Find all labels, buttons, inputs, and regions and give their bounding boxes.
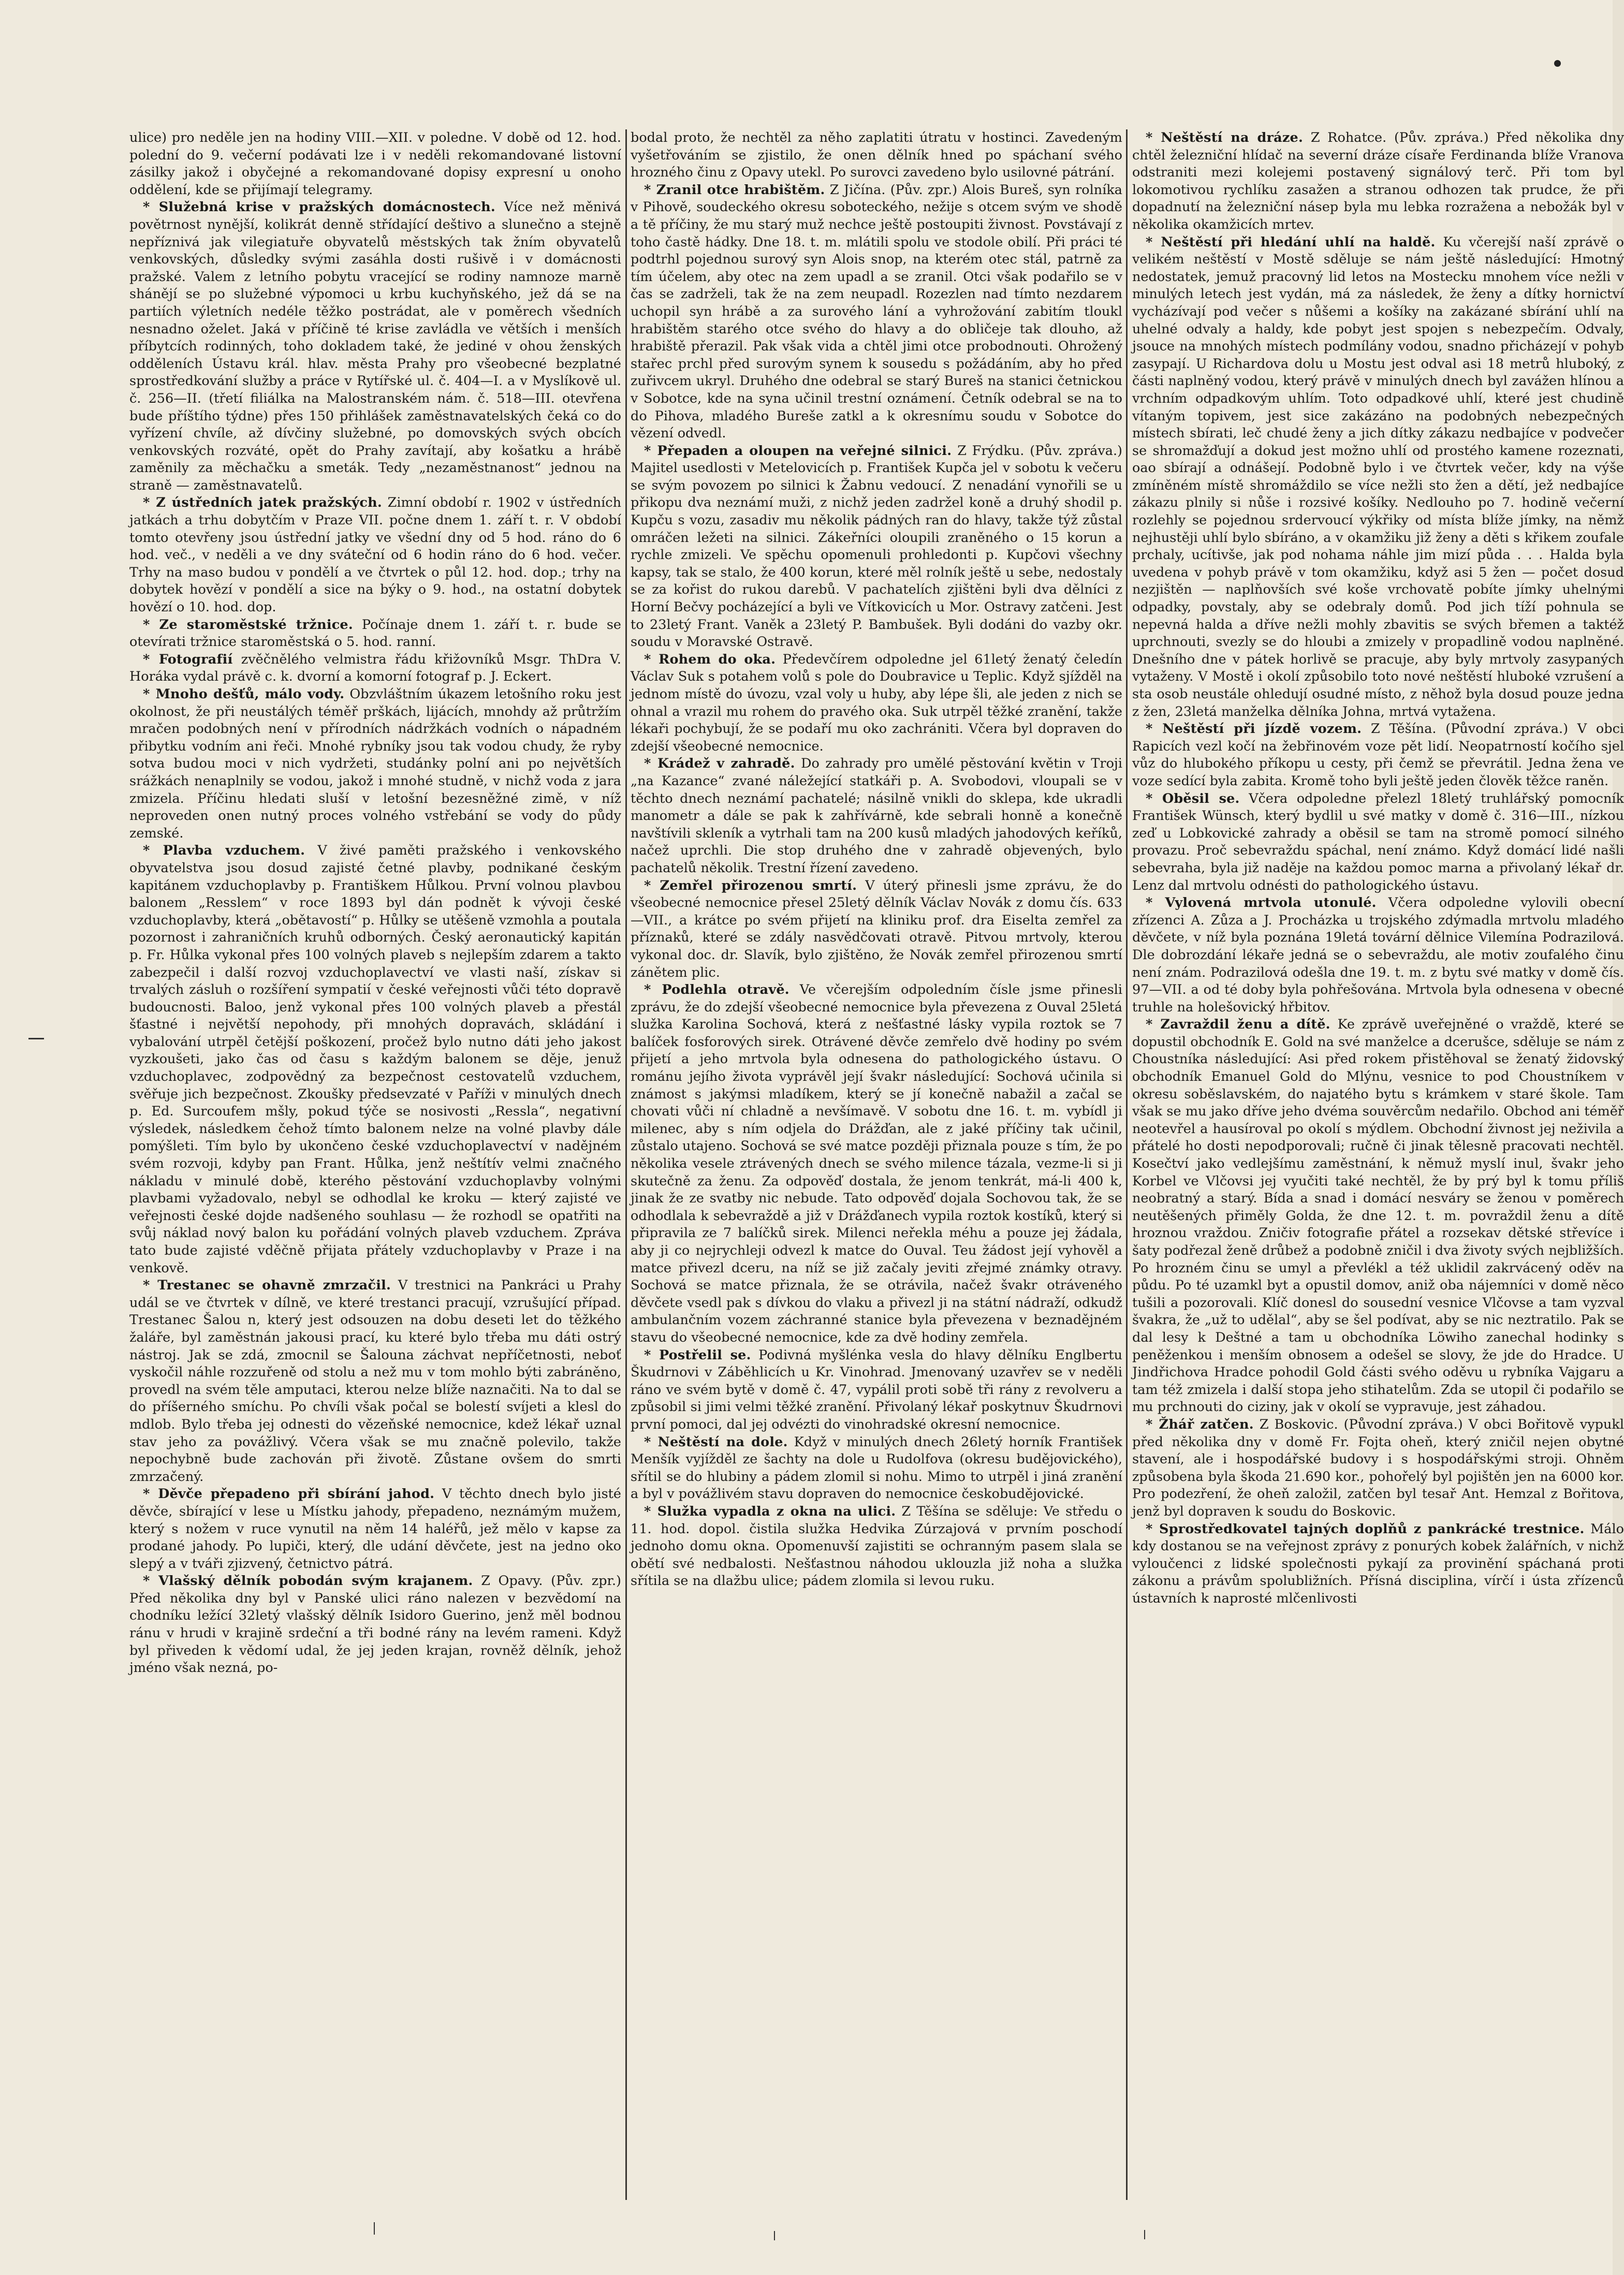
column-rule-left [625,129,627,2200]
article-text: Z Opavy. (Pův. zpr.) Před několika dny byl v Panské ulici ráno nalezen v bezvědomí na chodníku ležící 32letý vlašský dělník Isidoro Guerino, jenž měl bodnou ránu v hrudi v krajině srdeční a tři bodné rány na levém rameni. Když byl přiveden k vědomí udal, že jej jeden krajan, rovněž dělník, jehož jméno však nezná, po- [129,1573,621,1676]
article-paragraph [1132,129,1624,234]
bottom-tick-mark [374,2222,375,2235]
article-paragraph [129,199,621,494]
article-text: Obzvláštním úkazem letošního roku jest okolnost, že při neustálých téměř prškách, lijácích, mnohdy až průtržím mračen podobných není v přírodních nádržkách vodních o nápadném přibytku vodním ani řeči. Mnohé rybníky jsou tak vodou chudy, že ryby sotva budou moci v nich vydržeti, studánky polní ani po největších srážkách nenaplnily se vodou, jakož i mnohé studně, v nichž voda z jara zmizela. Příčinu hledati sluší v letošní bezesněžné zimě, v níž neproveden onen nutný proces volného vstřebání se vody do půdy zemské. [129,686,621,841]
article-text: Podivná myšlénka vesla do hlavy dělníku Englbertu Škudrnovi v Záběhlicích u Kr. Vinohrad. Jmenovaný uzavřev se v neděli ráno ve svém bytě v domě č. 47, vypálil proti sobě tři rány z revolveru a způsobil si jimi velmi těžké zranění. Přivolaný lékař poskytnuv Škudrnovi první pomoci, dal jej odvézti do vinohradské okresní nemocnice. [631,1347,1123,1432]
article-paragraph [129,1573,621,1677]
article-paragraph [1132,1016,1624,1416]
article-headline: * Ze staroměstské tržnice. [143,617,353,633]
page-dot-mark [1554,60,1561,67]
article-paragraph [1132,894,1624,1016]
article-text: Předevčírem odpoledne jel 61letý ženatý čeledín Václav Suk s potahem volů s pole do Doubravice u Teplic. Když sjížděl na jednom místě do úvozu, vzal voly u huby, aby lépe šli, ale jeden z nich se ohnal a vrazil mu rohem do pravého oka. Suk utrpěl těžké zranění, takže lékaři pochybují, že se podaří mu oko zachrániti. Včera byl dopraven do zdejší všeobecné nemocnice. [631,651,1122,754]
article-text: Z Frýdku. (Pův. zpráva.) Majitel usedlosti v Metelovicích p. František Kupča jel v sobotu k večeru se svým povozem po silnici k Žabnu vedoucí. Z nenadání vynořili se u přikopu dva neznámí muži, z nichž jeden zadržel koně a druhý shodil p. Kupču s vozu, zasadiv mu několik pádných ran do hlavy, takže týž zůstal omráčen ležeti na silnici. Zákeřníci oloupili zraněného o 15 korun a rychle zmizeli. Ve spěchu opomenuli prohledonti p. Kupčovi všechny kapsy, tak se stalo, že 400 korun, které měl rolník ještě u sebe, nedostaly se za kořist do rukou darebů. V pachatelích zjištěni byli dva dělníci z Horní Bečvy pocházející a byli ve Vítkovicích u Mor. Ostravy zatčeni. Jest to 23letý Frant. Vaněk a 23letý P. Bambušek. Byli dodáni do vazby okr. soudu v Moravské Ostravě. [631,443,1123,650]
article-headline: * Mnoho dešťů, málo vody. [143,686,345,702]
article-paragraph [1132,1416,1624,1521]
article-paragraph [631,129,1122,182]
article-headline: * Neštěstí při jízdě vozem. [1146,721,1362,737]
article-paragraph [129,1277,621,1486]
article-headline: * Zavraždil ženu a dítě. [1146,1017,1330,1033]
article-text: Počínaje dnem 1. září t. r. bude se otevírati tržnice staroměstská o 5. hod. ranní. [129,617,622,650]
article-headline: * Děvče přepadeno při sbírání jahod. [143,1486,435,1502]
article-headline: * Rohem do oka. [644,651,776,667]
article-headline: * Z ústředních jatek pražských. [143,495,382,511]
article-headline: * Neštěstí na dole. [644,1434,788,1450]
article-text: Když v minulých dnech 26letý horník František Menšík vyjížděl ze šachty na dole u Rudolfova (okresu budějovického), sřítil se do hlubiny a pádem zlomil si nohu. Mimo to utrpěl i jiná zranění a byl v povážlivém stavu dopraven do nemocnice českobudějovické. [631,1434,1122,1502]
margin-mark [28,1038,44,1039]
article-headline: * Vylovená mrtvola utonulé. [1146,895,1377,911]
article-text: ulice) pro neděle jen na hodiny VIII.—XII. v poledne. V době od 12. hod. polední do 9. večerní podávati lze i v neděli rekomandované listovní zásilky jakož i obyčejné a rekomandované dopisy expresní u onoho oddělení, kde se přijímají telegramy. [129,130,621,198]
article-headline: * Neštěstí při hledání uhlí na haldě. [1146,234,1436,250]
article-headline: * Zemřel přirozenou smrtí. [644,877,857,893]
article-paragraph [1132,721,1624,790]
article-paragraph [631,877,1122,982]
article-text: zvěčnělého velmistra řádu křižovníků Msgr. ThDra V. Horáka vydal právě c. k. dvorní a komorní fotograf p. J. Eckert. [129,651,621,685]
article-headline: * Krádež v zahradě. [644,756,795,772]
article-text: V úterý přinesli jsme zprávu, že do všeobecné nemocnice přesel 25letý dělník Václav Novák z domu čís. 633—VII., a krátce po svém přijetí na kliniku prof. dra Eiselta zemřel za příznaků, které se zdály nasvědčovati otravě. Pitvou mrtvoly, kterou vykonal doc. dr. Slavík, bylo zjištěno, že Novák zemřel přirozenou smrtí zánětem plic. [631,877,1122,980]
article-headline: * Vlašský dělník pobodán svým krajanem. [143,1573,473,1589]
article-paragraph [631,1434,1122,1503]
article-paragraph [631,651,1122,756]
bottom-tick-mark [1144,2230,1145,2239]
article-paragraph [129,494,621,616]
article-headline: * Oběsil se. [1146,790,1240,806]
article-paragraph [1132,1521,1624,1608]
column-3 [1132,129,1624,1607]
article-text: V živé paměti pražského i venkovského obyvatelstva jsou dosud zajisté četné plavby, podnikané českým kapitánem vzduchoplavby p. Františkem Hůlkou. První volnou plavbou balonem „Resslem“ v roce 1893 byl dán podnět k vývoji české vzduchoplavby, která „obětavostí“ p. Hůlky se utěšeně vzmohla a poutala pozornost i zahraničních kruhů odborných. Český aeronautický kapitán p. Fr. Hůlka vykonal přes 100 volných plaveb s nejlepším zdarem a takto zabezpečil i další rozvoj vzduchoplavectví ve vlasti naší, získav si trvalých zásluh o rozšíření sympatií v české veřejnosti vůči této dopravě budoucnosti. Baloo, jenž vykonal přes 100 volných plaveb a přestál šťastné i největší nepohody, při mnohých dopravách, skládání i vybalování utrpěl četější poškození, pročež bylo nutno dáti jeho jakost vyzkoušeti, jako čas od času s každým balonem se děje, jenuž vzduchoplavec, zodpovědný za bezpečnost cestovatelů vzduchem, svěřuje jich bezpečnost. Zkoušky předsevzaté v Paříži v minulých dnech p. Ed. Surcoufem mšly, pokud týče se nosivosti „Ressla“, negativní výsledek, následkem čehož tímto balonem nelze na volné plavby dále pomýšleti. Tím bylo by ukončeno české vzduchoplavectví v nadějném svém rozvoji, kdyby pan Frant. Hůlka, jenž neštítív velmi značného nákladu v minulé době, kterého pěstování vzduchoplavby volnými plavbami vyžadovalo, nebyl se odhodlal ke kroku — který zajisté ve veřejnosti české dojde nadšeného souhlasu — že rozhodl se opatřiti na svůj náklad nový balon ku pořádání volných plaveb vzduchem. Zpráva tato bude zajisté vděčně přijata přátely vzduchoplavby v Praze i na venkově. [129,843,622,1276]
article-headline: * Sprostředkovatel tajných doplňů z pankrácké trestnice. [1146,1521,1585,1537]
column-2 [631,129,1122,1590]
article-paragraph [1132,234,1624,721]
article-headline: * Podlehla otravě. [644,982,789,998]
article-paragraph [631,755,1122,877]
column-1 [129,129,621,1677]
article-text: V těchto dnech bylo jisté děvče, sbírající v lese u Místku jahody, přepadeno, neznámým mužem, který s nožem v ruce vynutil na něm 14 haléřů, jež mělo v kapse za prodané jahody. Po lupiči, který, dle udání děvčete, jest na jedno oko slepý a v tváři zjizvený, četnictvo pátrá. [129,1486,622,1572]
article-text: Zimní období r. 1902 v ústředních jatkách a trhu dobytčím v Praze VII. počne dnem 1. září t. r. V období tomto otevřeny jsou ústřední jatky ve všední dny od 5 hod. ráno do 6 hod. več., v neděli a ve dny sváteční od 6 hodin ráno do 6 hod. večer. Trhy na maso budou v pondělí a ve čtvrtek o půl 12. hod. dop.; trhy na dobytek hovězí v pondělí a sice na býky o 9. hod., na ostatní dobytek hovězí o 10. hod. dop. [129,495,622,615]
article-text: Z Boskovic. (Původní zpráva.) V obci Bořitově vypukl před několika dny v domě Fr. Fojta oheň, který zničil nejen obytné stavení, ale i hospodářské budovy i s hospodářskými stroji. Ohněm způsobena byla škoda 21.690 kor., pohořelý byl pojištěn jen na 6000 kor. Pro podezření, že oheň založil, zatčen byl tesař Ant. Hemzal z Bořitova, jenž byl dopraven k soudu do Boskovic. [1132,1416,1624,1519]
article-text: Málo kdy dostanou se na veřejnost zprávy z ponurých kobek žalářních, v nichž vyloučenci z lidské společnosti pykají za provinění spáchaná proti zákonu a právům spolubližních. Přísná disciplina, vírčí i ústa zřízenců ústavních k naprosté mlčenlivosti [1132,1521,1624,1606]
article-headline: * Neštěstí na dráze. [1146,130,1304,145]
article-headline: * Zranil otce hrabištěm. [644,182,825,198]
article-paragraph [631,182,1122,443]
article-text: Včera odpoledne vylovili obecní zřízenci A. Zůza a J. Procházka u trojského zdýmadla mrtvolu mladého děvčete, v níž byla poznána 19letá tovární dělnice Vilemína Podrazilová. Dle dobrozdání lékaře jedná se o sebevraždu, ale motiv zoufalého činu není znám. Podrazilová odešla dne 19. t. m. z bytu své matky v domě čís. 97—VII. a od té doby byla pohřešována. Mrtvola byla odnesena v obecné truhle na holešovický hřbitov. [1132,895,1624,1015]
bottom-tick-mark [774,2231,775,2240]
article-paragraph [129,686,621,842]
article-headline: * Služka vypadla z okna na ulici. [644,1503,896,1519]
article-paragraph [631,443,1122,651]
article-text: Do zahrady pro umělé pěstování květin v Troji „na Kazance“ zvané náležející statkáři p. A. Svobodovi, vloupali se v těchto dnech neznámí pachatelé; násilně vnikli do sklepa, kde ukradli manometr a dále se pak k zahřívárně, kde sebrali honně a konečně navštívili skleník a vytrhali tam na 200 kusů mladých jahodových keříků, načež uprchli. Die stop druhého dne v zahradě objevených, bylo pachatelů několik. Trestní řízení zavedeno. [631,756,1122,876]
article-text: Ku včerejší naší zprávě o velikém neštěstí v Mostě sděluje se nám ještě následující: Hmotný nedostatek, jemuž pracovný lid letos na Mostecku mnohem více nežli v minulých letech jest vydán, má za následek, že ženy a dítky hornictví vycházívají pod večer s nůšemi a košíky na zakázané sbírání uhlí na uhelné odvaly a haldy, kde pobyt jest spojen s nebezpečím. Odvaly, jsouce na mnohých místech podmílány vodou, snadno přicházejí v pohyb zasypají. U Richardova dolu u Mostu jest odval asi 18 metrů hluboký, z části naplněný vodou, který právě v minulých dnech byl zavážen hlínou a vrchním odpadkovým uhlím. Toto odpadkové uhlí, které jest chudině vítaným topivem, jest sice zakázáno na podobných nebezpečných místech sbírati, leč chudé ženy a jich dítky zákazu nedbajíce v podvečer se shromažďují a dokud jest možno uhlí od prostého kamene rozeznati, oao sbírají a odnášejí. Podobně bylo i ve čtvrtek večer, kdy na výše zmíněném místě shromáždilo se více nežli sto žen a dětí, jež nedbajíce zákazu plnily si nůše i rozsivé košíky. Nedlouho po 7. hodině večerní rozlehly se pojednou srdervoucí výkřiky od místa blíže jímky, na němž nejhustěji uhlí bylo sbíráno, a v okamžiku již ženy a děti s křikem zoufale prchaly, ucítivše, jak pod nohama náhle jim mizí půda . . . Halda byla uvedena v pohyb právě v tom okamžiku, když asi 5 žen — počet dosud nezjištěn — naplňovších své koše vrchovatě pobíte jímky uhelnými odpadky, povstaly, aby se odebraly domů. Pod jich tíží pohnula se nepevná halda a dříve nežli mohly zbavitis se svých břemen a taktéž uprchnouti, svezly se do hloubi a zmizely v propadlině vodou naplněné. Dnešního dne v pátek horlivě se pracuje, aby byly mrtvoly zasypaných vytaženy. V Mostě i okolí způsobilo toto nové neštěstí hluboké vzrušení a sta osob neustále ohledují osudné místo, z něhož byla dosud pouze jedna z žen, 23letá manželka dělníka Johna, mrtvá vytažena. [1132,234,1624,720]
article-paragraph [129,617,621,651]
article-text: Z Jičína. (Pův. zpr.) Alois Bureš, syn rolníka v Pihově, soudeckého okresu soboteckého, nežije s otcem svým ve shodě a tě příčiny, že mu starý muž nechce ještě postoupiti živnost. Povstávají z toho častě hádky. Dne 18. t. m. mlátili spolu ve stodole obilí. Při práci té podtrhl pojednou surový syn Alois snop, na kterém otec stál, patrně za tím účelem, aby otec na zem upadl a se zranil. Otci však podařilo se v čas se zadrželi, tak že na zem neupadl. Rozezlen nad tímto nezdarem uchopil syn hrábě a za surového lání a vyhrožování zabitím tloukl hrabištěm starého otce svého do hlavy a do obličeje tak dlouho, až hrabiště přerazil. Pak však vida a chtěl jimi otce probodnouti. Ohrožený stařec prchl před surovým synem k sousedu s požádáním, aby ho před zuřivcem ukryl. Druhého dne odebral se starý Bureš na stanici četnickou v Sobotce, kde na syna učinil trestní oznámení. Četník odebral se na to do Pihova, mladého Bureše zatkl a k okresnímu soudu v Sobotce do vězení odvedl. [631,182,1123,442]
article-text: Ke zprávě uveřejněné o vraždě, které se dopustil obchodník E. Gold na své manželce a dcerušce, sděluje se nám z Choustníka následující: Asi před rokem přistěhoval se ženatý židovský obchodník Emanuel Gold do Mlýnu, vesnice to pod Choustníkem v okresu soběslavském, do najatého bytu s krámkem v staré škole. Tam však se mu jako dříve jeho dvéma souvěrcům nedařilo. Obchod ani téměř neotevřel a hausíroval po okolí s mýdlem. Obchodní živnost jej neživila a přátelé ho dosti nepodporovali; ručně či jinak tělesně pracovati nechtěl. Kosečtví jako vedlejšímu zaměstnání, k němuž myslí inul, švakr jeho Korbel ve Vlčovsi jej vyučiti také nechtěl, že by prý byl k tomu příliš neobratný a starý. Bída a snad i domácí nesváry se ženou v poměrech neutěšených přiměly Golda, že dne 12. t. m. povraždil ženu a dítě hroznou vraždou. Zničiv fotografie přátel a rozsekav dětské střevíce i šaty podřezal ženě drůbež a podobně zničil i dva životy svých nejbližších. Po hrozném činu se umyl a převlékl a též uklidil zakrvácený oděv na půdu. Po té uzamkl byt a opustil domov, aniž oba nájemníci v domě něco tušili a pozorovali. Klíč donesl do sousední vesnice Vlčovse a tam vyzval švakra, že „už to udělal“, aby se šel podívat, aby se nic neztratilo. Pak se dal lesy k Deštné a tam u obchodníka Löwiho zanechal hodinky s peněženkou i menším obnosem a odešel se slovy, že jde do Hradce. U Jindřichova Hradce pohodil Gold části svého oděvu u rybníka Vajgaru a tam též zmizela i další stopa jeho stihatelům. Zda se utopil či podařilo se mu prchnouti do ciziny, jak v okolí se vypravuje, jest záhadou. [1132,1017,1624,1415]
article-headline: * Fotografií [143,651,233,667]
article-headline: * Postřelil se. [644,1347,751,1363]
article-text: bodal proto, že nechtěl za něho zaplatiti útratu v hostinci. Zavedeným vyšetřováním se zjistilo, že onen dělník hned po spáchaní svého hrozného činu z Opavy utekl. Po surovci zavedeno bylo usilovné pátrání. [631,130,1122,181]
article-headline: * Plavba vzduchem. [143,843,305,859]
article-paragraph [631,1503,1122,1590]
article-paragraph [631,1347,1122,1434]
column-rule-right [1126,129,1128,2200]
article-text: Včera odpoledne přelezl 18letý truhlářský pomocník František Wünsch, který bydlil u své matky v domě č. 316—III., nízkou zeď u Lobkovické zahrady a oběsil se tam na stromě pomocí silného provazu. Proč sebevraždu spáchal, není známo. Když domácí lidé našli sebevraha, byla již naděje na každou pomoc marna a přivolaný lékař dr. Lenz dal mrtvolu odnésti do pathologického ústavu. [1132,790,1624,893]
article-headline: * Trestanec se ohavně zmrzačil. [143,1278,391,1294]
article-paragraph [129,842,621,1277]
article-headline: * Přepaden a oloupen na veřejné silnici. [644,443,952,459]
article-text: Z Těšína se sděluje: Ve středu o 11. hod. dopol. čistila služka Hedvika Zúrzajová v prvním poschodí jednoho domu okna. Opomenuvší zajistiti se ochranným pasem slala se obětí své nedbalosti. Nešťastnou náhodou uklouzla již noha a služka sřítila se na dlažbu ulice; pádem zlomila si levou ruku. [631,1503,1123,1589]
article-paragraph [129,1486,621,1573]
article-paragraph [631,981,1122,1346]
article-paragraph [1132,790,1624,895]
article-paragraph [129,129,621,199]
article-headline: * Služebná krise v pražských domácnostech. [143,199,495,215]
article-text: Z Rohatce. (Pův. zpráva.) Před několika dny chtěl železniční hlídač na severní dráze císaře Ferdinanda blíže Vranova odstraniti mezi kolejemi postavený signálový terč. Při tom byl lokomotivou rychlíku zasažen a stranou odhozen tak prudce, že při dopadnutí na železniční násep byla mu lebka rozražena a nebožák byl v několika okamžicích mrtev. [1132,130,1624,232]
article-paragraph [129,651,621,686]
article-headline: * Žhář zatčen. [1146,1416,1254,1432]
article-text: V trestnici na Pankráci u Prahy udál se ve čtvrtek v dílně, ve které trestanci pracují, vzrušující případ. Trestanec Šalou n, který jest odsouzen na dobu deseti let do těžkého žaláře, byl zaměstnán jakousi prací, ku které bylo třeba mu dáti ostrý nástroj. Jak se zdá, zmocnil se Šalouna záchvat nepříčetnosti, neboť vyskočil náhle rozzuřeně od stolu a než mu v tom mohlo býti zabráněno, provedl na svém těle amputaci, kterou nelze blíže naznačiti. Na to dal se do příšerného smíchu. Po chvíli však počal se bolestí svíjeti a klesl do mdlob. Bylo třeba jej odnesti do vězeňské nemocnice, kdež lékař uznal stav jeho za povážlivý. Včera však se mu značně polevilo, takže nepochybně bude zachován při životě. Zůstane ovšem do smrti zmrzačený. [129,1278,622,1485]
article-text: Více než měnivá povětrnost nynější, kolikrát denně střídající deštivo a slunečno a stejně nepříznivá jak vilegiatuře obyvatelů městských tak žním obyvatelů venkovských, důsledky svými zasáhla dosti rušivě i v domácnosti pražské. Valem z letního pobytu vracející se rodiny namnoze marně shánějí se po služebné výpomoci u krbu kuchyňského, jež dá se na partiích výletních nedéle těžko postrádat, ale v poměrech všedních nesnadno oželet. Jaká v příčině té krise zavládla ve větších i menších příbytcích rodinných, toho dokladem také, že jediné v ohou ženských odděleních Ústavu král. hlav. města Prahy pro všeobecné bezplatné sprostředkování služby a práce v Rytířské ul. č. 404—I. a v Myslíkově ul. č. 256—II. (třetí filiálka na Malostranském nám. č. 518—III. otevřena bude příštího týdne) přes 150 přihlášek zaměstnavatelských čeká co do vyřízení chvíle, až dívčiny služebné, po domovských svých obcích venkovských rozváté, opět do Prahy zavítají, aby košatku a hrábě zaměnily za měchačku a smeták. Tedy „nezaměstnanost“ jednou na straně — zaměstnavatelů. [129,199,621,493]
article-text: Ve včerejším odpoledním čísle jsme přinesli zprávu, že do zdejší všeobecné nemocnice byla převezena z Ouval 25letá služka Karolina Sochová, která z nešťastné lásky vypila roztok se 7 balíček fosforových sirek. Otrávené děvče zemřelo dvě hodiny po svém přijetí a jeho mrtvola byla odnesena do pathologického ústavu. O románu jejího života vyprávěl její švakr následující: Sochová učinila si známost s jakýmsi mladíkem, který se jí konečně nabažil a začal se chovati vůči ní chladně a nevšímavě. V sobotu dne 16. t. m. vybídl ji milenec, aby s ním odjela do Drážďan, ale z jaké příčiny tak učinil, zůstalo utajeno. Sochová se své matce později přiznala pouze s tím, že po několika vesele ztrávených dnech se svého milence tázala, vezme-li si ji skutečně za ženu. Za odpověď dostala, že jenom tenkrát, má-li 400 k, jinak že ze svatby nic nebude. Tato odpověď dojala Sochovou tak, že se odhodlala k sebevraždě a již v Drážďanech vypila roztok kostíků, který si připravila ze 7 balíčků sirek. Milenci neřekla méhu a pouze jej žádala, aby ji co nejrychleji odvezl k matce do Ouval. Teu žádost její vyhověl a matce přivezl dceru, na níž se již začaly jeviti zřejmé známky otravy. Sochová se matce přiznala, že se otrávila, načež švakr otráveného děvčete vsedl pak s dívkou do vlaku a přivezl ji na státní nádraží, odkudž ambulančním vozem záchranné stanice byla převezena v beznadějném stavu do všeobecné nemocnice, kde za dvě hodiny zemřela. [631,982,1123,1345]
article-text: Z Těšína. (Původní zpráva.) V obci Rapicích vezl kočí na žebřinovém voze pět lidí. Neopatrností kočího sjel vůz do hlubokého příkopu u cesty, při čemž se převrátil. Jedna žena ve voze sedící byla zabita. Kromě toho byli ještě jeden člověk těžce raněn. [1132,721,1624,789]
